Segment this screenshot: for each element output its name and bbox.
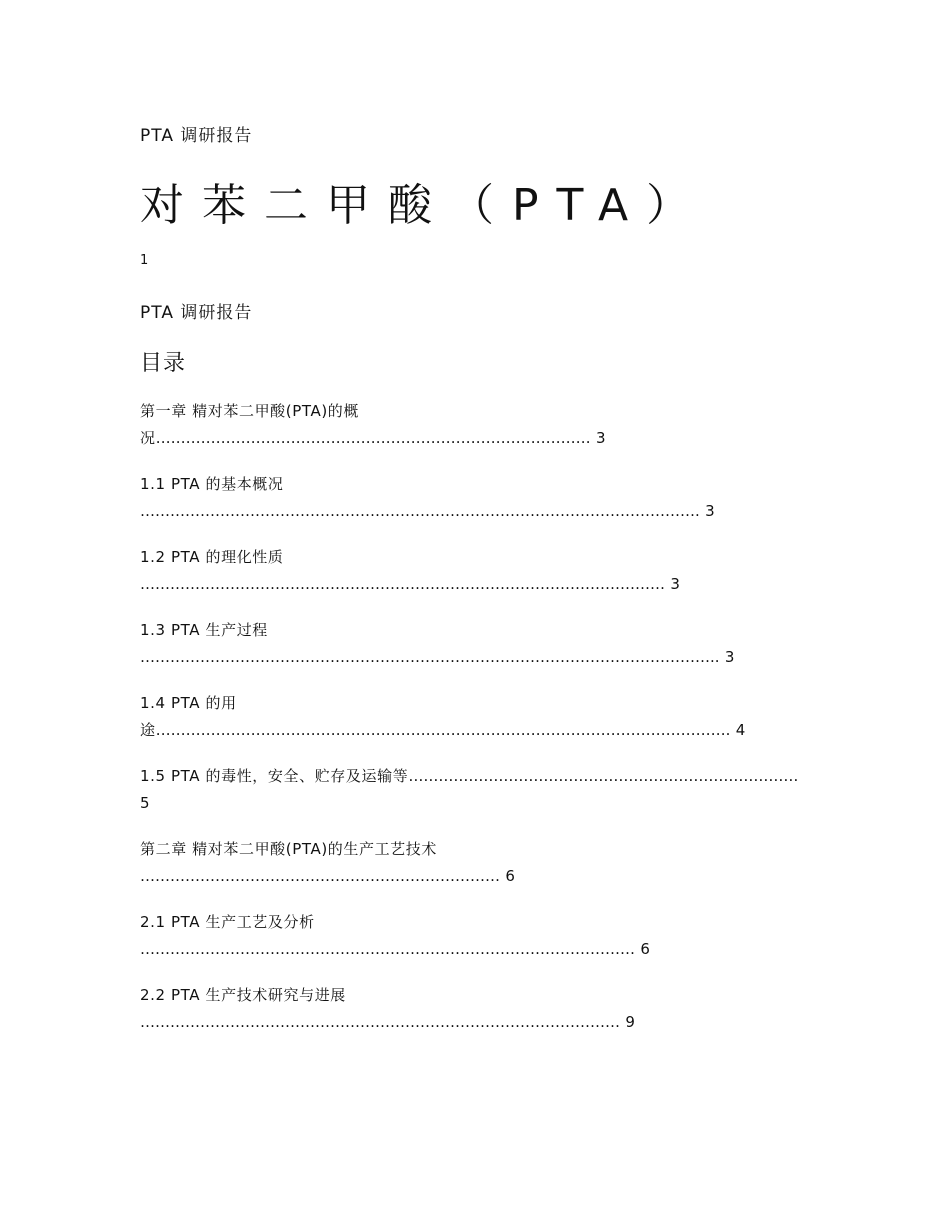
toc-entry-label: 1.3 PTA 生产过程 (140, 621, 268, 639)
toc-leader-dots: ……………………………………………………………………………………… (140, 940, 635, 958)
toc-entry-label: 第二章 精对苯二甲酸(PTA)的生产工艺技术 (140, 840, 437, 858)
toc-entry[interactable]: 第一章 精对苯二甲酸(PTA)的概 况…………………………………………………………………………… 3 (140, 402, 607, 447)
toc-entry-label: 1.5 PTA 的毒性，安全、贮存及运输等 (140, 767, 409, 785)
toc-entry[interactable] (140, 836, 812, 890)
toc-entry-page: 3 (595, 429, 607, 447)
toc-entry[interactable] (140, 617, 812, 671)
toc-entry-page: 3 (724, 648, 736, 666)
toc-entry-label: 1.1 PTA 的基本概况 (140, 475, 284, 493)
report-header: PTA 调研报告 (140, 126, 253, 146)
toc-entry[interactable] (140, 471, 812, 525)
toc-entry[interactable] (140, 982, 812, 1036)
toc-leader-dots: …………………………………………………………………………………………………….. (140, 648, 720, 666)
toc-leader-dots: …………………………………………………………………………………… (140, 1013, 620, 1031)
document-title: 对苯二甲酸（PTA） (140, 180, 709, 231)
toc-leader-dots: ……………………………………………………………… (140, 867, 500, 885)
toc-leader-dots: …………………………………………………………………………………………… (140, 575, 665, 593)
toc-entry-page: 6 (640, 940, 651, 958)
toc-entry-label: 2.1 PTA 生产工艺及分析 (140, 913, 315, 931)
table-of-contents (140, 398, 812, 1055)
toc-leader-dots: …………………………………………………………………… (408, 767, 799, 785)
page-number: 1 (140, 253, 149, 268)
toc-entry-page: 4 (735, 721, 746, 739)
toc-entry-label: 2.2 PTA 生产技术研究与进展 (140, 986, 346, 1004)
toc-entry-page: 3 (670, 575, 681, 593)
toc-entry-page: 6 (505, 867, 516, 885)
toc-entry-label: 第一章 精对苯二甲酸(PTA)的概 (140, 402, 359, 420)
toc-entry-label: 1.2 PTA 的理化性质 (140, 548, 284, 566)
toc-entry-label: 1.4 PTA 的用途 (140, 694, 237, 739)
toc-entry[interactable] (140, 690, 812, 744)
toc-entry-page: 9 (625, 1013, 636, 1031)
toc-entry-page: 5 (140, 794, 151, 812)
toc-heading: 目录 (140, 351, 187, 376)
report-header-repeat: PTA 调研报告 (140, 303, 253, 323)
toc-leader-dots: …………………………………………………………………………… (155, 429, 591, 447)
toc-entry-page: 3 (705, 502, 716, 520)
toc-leader-dots: ……………………………………………………………………………………………………. (155, 721, 731, 739)
toc-leader-dots: …………………………………………………………………………………………………. (140, 502, 700, 520)
toc-entry[interactable] (140, 763, 812, 817)
toc-entry[interactable] (140, 544, 812, 598)
toc-entry[interactable] (140, 909, 812, 963)
